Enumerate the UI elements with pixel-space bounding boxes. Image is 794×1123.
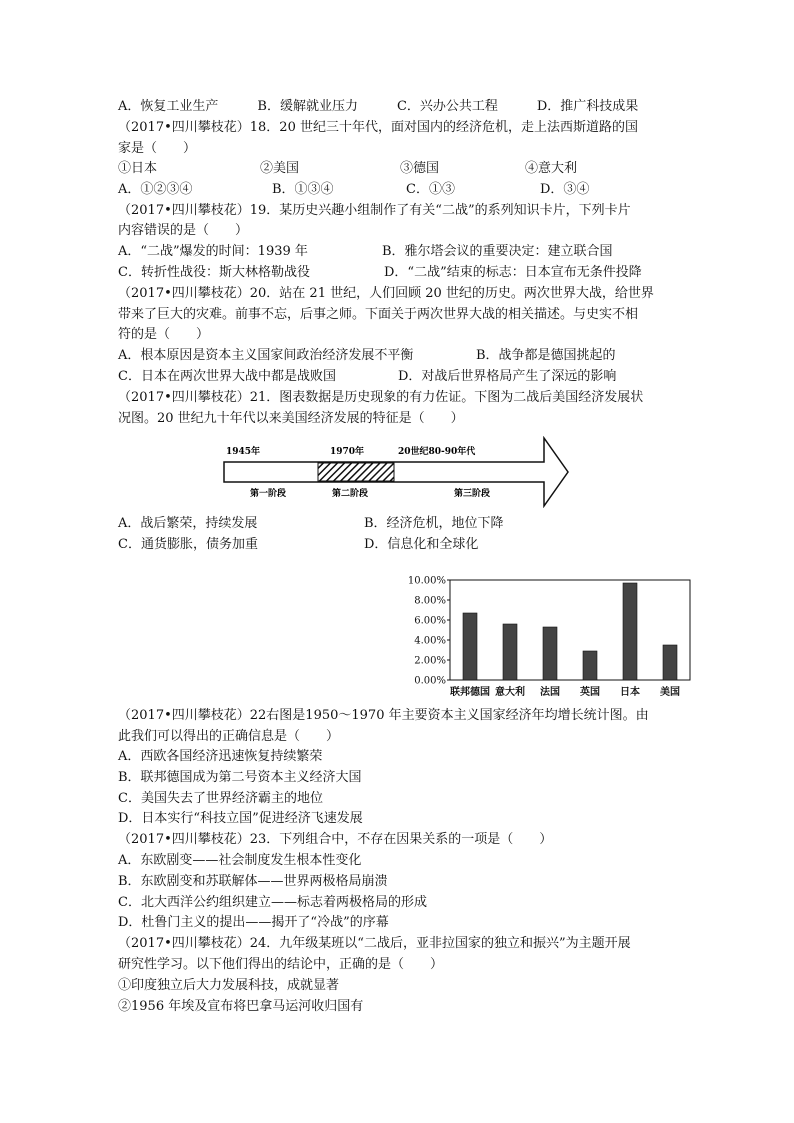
q18-item-1: ①日本 (118, 161, 158, 176)
timeline-year-1945: 1945年 (226, 447, 261, 457)
q19-option-d: D．“二战”结束的标志：日本宣布无条件投降 (384, 265, 642, 280)
q22-stem-1: （2017•四川攀枝花）22右图是1950～1970 年主要资本主义国家经济年均增长统计图。由 (118, 708, 649, 723)
y-tick-label: 0.00% (414, 675, 446, 687)
q19-option-a: A．“二战”爆发的时间：1939 年 (118, 244, 308, 259)
q23-option-d: D．杜鲁门主义的提出——揭开了“冷战”的序幕 (118, 915, 389, 930)
q19-stem-1: （2017•四川攀枝花）19．某历史兴趣小组制作了有关“二战”的系列知识卡片，下列卡片 (118, 203, 631, 218)
y-tick-label: 2.00% (414, 655, 446, 667)
y-tick-label: 8.00% (414, 595, 446, 607)
timeline-stage-1: 第一阶段 (250, 489, 287, 499)
q18-stem-1: （2017•四川攀枝花）18．20 世纪三十年代，面对国内的经济危机，走上法西斯道路的国 (118, 120, 638, 135)
q19-option-b: B．雅尔塔会议的重要决定：建立联合国 (382, 244, 613, 259)
q23-option-c: C．北大西洋公约组织建立——标志着两极格局的形成 (118, 895, 427, 910)
us-economy-timeline (222, 436, 572, 508)
q24-item-1: ①印度独立后大力发展科技，成就显著 (118, 978, 340, 993)
timeline-year-1970: 1970年 (330, 447, 365, 457)
timeline-stage-2: 第二阶段 (332, 489, 369, 499)
q18-option-c: C．①③ (406, 182, 455, 197)
bar-3 (583, 651, 597, 680)
q18-item-3: ③德国 (400, 161, 440, 176)
q18-option-d: D．③④ (540, 182, 590, 197)
q23-option-a: A．东欧剧变——社会制度发生根本性变化 (118, 853, 362, 868)
q22-option-d: D．日本实行“科技立国”促进经济飞速发展 (118, 811, 363, 826)
q18-stem-2: 家是（ ） (118, 141, 197, 156)
q20-option-b: B．战争都是德国挑起的 (476, 348, 616, 363)
timeline-stage2-segment (318, 463, 394, 481)
timeline-stage-3: 第三阶段 (454, 489, 491, 499)
q18-item-4: ④意大利 (525, 161, 578, 176)
q19-stem-2: 内容错误的是（ ） (118, 223, 249, 238)
q21-option-c: C．通货膨胀，债务加重 (118, 537, 258, 552)
q24-item-2: ②1956 年埃及宣布将巴拿马运河收归国有 (118, 999, 364, 1014)
q18-item-2: ②美国 (260, 161, 300, 176)
x-tick-label: 日本 (620, 687, 640, 698)
q21-option-b: B．经济危机，地位下降 (364, 516, 504, 531)
q18-option-a: A．①②③④ (118, 182, 193, 197)
x-tick-label: 美国 (660, 687, 680, 698)
q21-option-d: D．信息化和全球化 (364, 537, 479, 552)
q20-stem-1: （2017•四川攀枝花）20．站在 21 世纪，人们回顾 20 世纪的历史。两次世界大战，给世界 (118, 286, 654, 301)
y-tick-label: 10.00% (407, 575, 446, 587)
x-tick-label: 法国 (540, 687, 560, 698)
q20-stem-2: 带来了巨大的灾难。前事不忘，后事之师。下面关于两次世界大战的相关描述。与史实不相 (118, 307, 639, 322)
timeline-year-8090: 20世纪80-90年代 (398, 447, 476, 457)
q22-option-b: B．联邦德国成为第二号资本主义经济大国 (118, 770, 362, 785)
q20-option-d: D．对战后世界格局产生了深远的影响 (398, 369, 617, 384)
q21-stem-2: 况图。20 世纪九十年代以来美国经济发展的特征是（ ） (118, 411, 464, 426)
q23-option-b: B．东欧剧变和苏联解体——世界两极格局崩溃 (118, 874, 388, 889)
q20-option-c: C．日本在两次世界大战中都是战败国 (118, 369, 336, 384)
q20-stem-3: 符的是（ ） (118, 327, 210, 342)
y-tick-label: 6.00% (414, 615, 446, 627)
bar-0 (463, 613, 477, 680)
q19-option-c: C．转折性战役：斯大林格勒战役 (118, 265, 310, 280)
q22-option-a: A．西欧各国经济迅速恢复持续繁荣 (118, 749, 323, 764)
bar-1 (503, 624, 517, 680)
q23-stem: （2017•四川攀枝花）23．下列组合中，不存在因果关系的一项是（ ） (118, 832, 553, 847)
q24-stem-2: 研究性学习。以下他们得出的结论中，正确的是（ ） (118, 957, 444, 972)
chart-plot-frame (450, 580, 690, 680)
bar-2 (543, 627, 557, 680)
q24-stem-1: （2017•四川攀枝花）24．九年级某班以“二战后，亚非拉国家的独立和振兴”为主题开展 (118, 936, 631, 951)
q17-options: A．恢复工业生产 B．缓解就业压力 C．兴办公共工程 D．推广科技成果 (118, 99, 639, 114)
x-tick-label: 英国 (580, 687, 600, 698)
x-tick-label: 意大利 (495, 687, 525, 698)
q22-option-c: C．美国失去了世界经济霸主的地位 (118, 791, 323, 806)
growth-bar-chart (398, 570, 698, 702)
q21-option-a: A．战后繁荣，持续发展 (118, 516, 258, 531)
q18-option-b: B．①③④ (272, 182, 334, 197)
q22-stem-2: 此我们可以得出的正确信息是（ ） (118, 729, 340, 744)
y-tick-label: 4.00% (414, 635, 446, 647)
bar-4 (623, 583, 637, 680)
q21-stem-1: （2017•四川攀枝花）21．图表数据是历史现象的有力佐证。下图为二战后美国经济发展状 (118, 390, 644, 405)
bar-5 (663, 645, 677, 680)
q20-option-a: A．根本原因是资本主义国家间政治经济发展不平衡 (118, 348, 414, 363)
x-tick-label: 联邦德国 (450, 687, 490, 698)
